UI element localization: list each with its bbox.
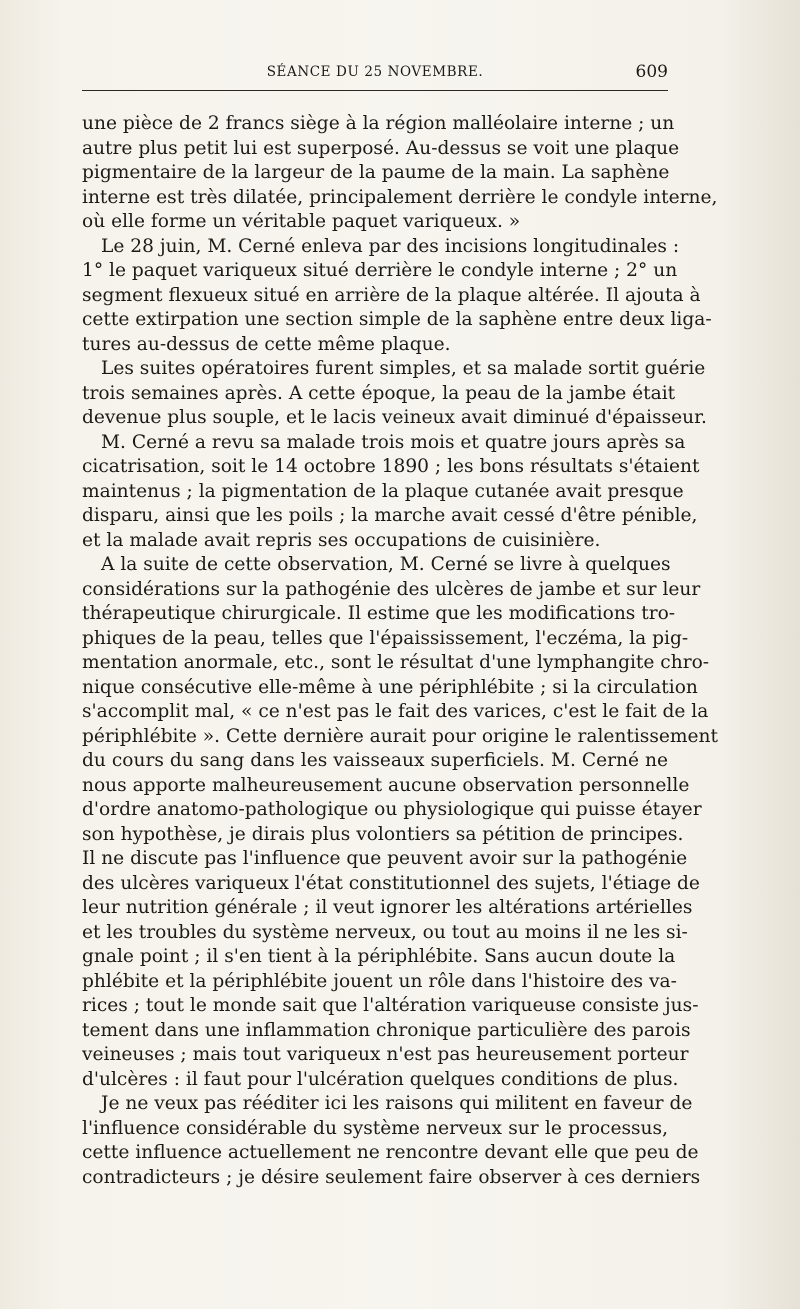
- body-text: [82, 112, 718, 1190]
- text-line: thérapeutique chirurgicale. Il estime que les modifications tro-: [82, 603, 676, 624]
- text-line: 1° le paquet variqueux situé derrière le condyle interne ; 2° un: [82, 260, 678, 281]
- running-title: SÉANCE DU 25 NOVEMBRE.: [266, 64, 484, 80]
- text-line: et la malade avait repris ses occupations de cuisinière.: [82, 529, 601, 551]
- text-line: Le 28 juin, M. Cerné enleva par des incisions longitudinales :: [101, 235, 680, 257]
- text-line: d'ordre anatomo-pathologique ou physiologique qui puisse étayer: [82, 799, 702, 820]
- text-line: du cours du sang dans les vaisseaux superficiels. M. Cerné ne: [82, 750, 668, 771]
- text-line: gnale point ; il s'en tient à la périphlébite. Sans aucun doute la: [82, 946, 676, 967]
- text-line: considérations sur la pathogénie des ulcères de jambe et sur leur: [82, 578, 701, 600]
- text-line: son hypothèse, je dirais plus volontiers sa pétition de principes.: [82, 823, 684, 845]
- text-line: veineuses ; mais tout variqueux n'est pas heureusement porteur: [82, 1044, 689, 1065]
- text-line: leur nutrition générale ; il veut ignorer les altérations artérielles: [82, 897, 693, 918]
- text-line: cette extirpation une section simple de la saphène entre deux liga-: [82, 309, 712, 330]
- page-number: 609: [635, 62, 668, 82]
- text-line: cette influence actuellement ne rencontre devant elle que peu de: [82, 1142, 699, 1163]
- text-line: s'accomplit mal, « ce n'est pas le fait des varices, c'est le fait de la: [82, 701, 709, 722]
- text-line: autre plus petit lui est superposé. Au-dessus se voit une plaque: [82, 137, 680, 159]
- text-line: trois semaines après. A cette époque, la peau de la jambe était: [82, 382, 676, 404]
- page-header: [82, 62, 668, 91]
- text-line: M. Cerné a revu sa malade trois mois et quatre jours après sa: [101, 431, 686, 453]
- text-line: pigmentaire de la largeur de la paume de la main. La saphène: [82, 162, 670, 183]
- text-line: Il ne discute pas l'influence que peuvent avoir sur la pathogénie: [82, 848, 688, 869]
- text-line: cicatrisation, soit le 14 octobre 1890 ; les bons résultats s'étaient: [82, 456, 700, 477]
- text-line: nous apporte malheureusement aucune observation personnelle: [82, 774, 690, 796]
- text-line: nique consécutive elle-même à une périphlébite ; si la circulation: [82, 676, 698, 698]
- text-line: segment flexueux situé en arrière de la plaque altérée. Il ajouta à: [82, 284, 701, 306]
- text-line: Je ne veux pas rééditer ici les raisons qui militent en faveur de: [101, 1093, 693, 1114]
- text-line: tures au-dessus de cette même plaque.: [82, 333, 451, 355]
- text-line: interne est très dilatée, principalement derrière le condyle interne,: [82, 186, 718, 208]
- text-line: phiques de la peau, telles que l'épaississement, l'eczéma, la pig-: [82, 627, 689, 649]
- text-line: Les suites opératoires furent simples, et sa malade sortit guérie: [101, 358, 706, 379]
- text-line: A la suite de cette observation, M. Cerné se livre à quelques: [101, 554, 671, 575]
- text-line: mentation anormale, etc., sont le résultat d'une lymphangite chro-: [82, 652, 710, 673]
- text-line: rices ; tout le monde sait que l'altération variqueuse consiste jus-: [82, 995, 699, 1016]
- text-line: où elle forme un véritable paquet variqueux. »: [82, 211, 521, 232]
- text-line: tement dans une inflammation chronique particulière des parois: [82, 1019, 691, 1041]
- text-line: des ulcères variqueux l'état constitutionnel des sujets, l'étiage de: [82, 872, 700, 894]
- text-line: maintenus ; la pigmentation de la plaque cutanée avait presque: [82, 480, 684, 502]
- text-line: périphlébite ». Cette dernière aurait pour origine le ralentissement: [82, 725, 718, 747]
- text-line: d'ulcères : il faut pour l'ulcération quelques conditions de plus.: [82, 1068, 679, 1090]
- text-line: l'influence considérable du système nerveux sur le processus,: [82, 1117, 668, 1139]
- text-line: et les troubles du système nerveux, ou tout au moins il ne les si-: [82, 921, 688, 943]
- text-line: contradicteurs ; je désire seulement faire observer à ces derniers: [82, 1166, 701, 1188]
- text-line: une pièce de 2 francs siège à la région malléolaire interne ; un: [82, 113, 675, 134]
- text-line: phlébite et la périphlébite jouent un rôle dans l'histoire des va-: [82, 970, 677, 992]
- text-line: devenue plus souple, et le lacis veineux avait diminué d'épaisseur.: [82, 407, 707, 428]
- text-line: disparu, ainsi que les poils ; la marche avait cessé d'être pénible,: [82, 505, 698, 526]
